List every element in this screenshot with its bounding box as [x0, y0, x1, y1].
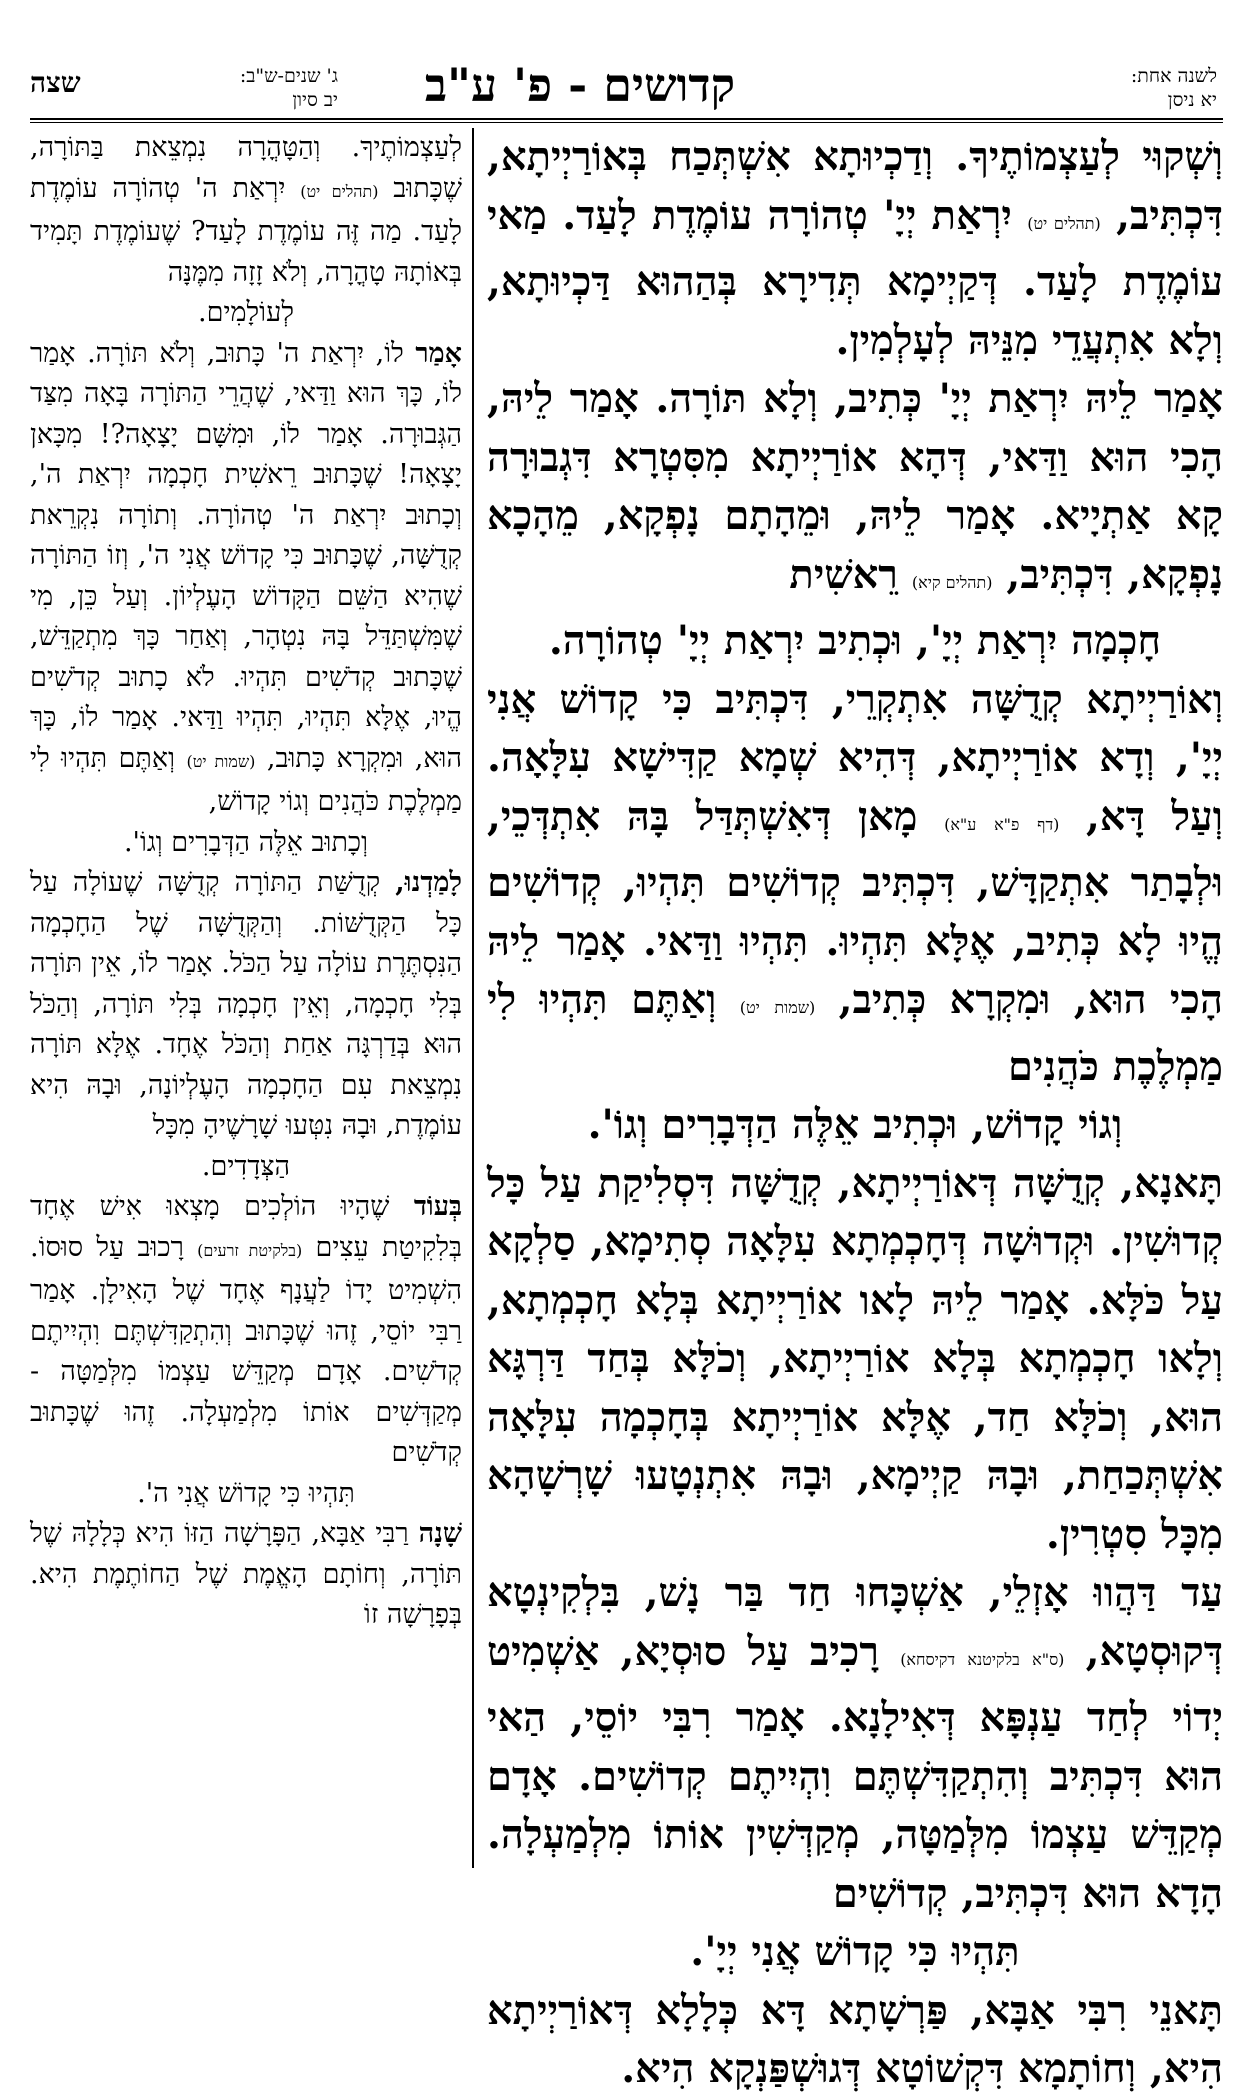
- main-paragraph-6: תָּאנֵי רִבִּי אַבָּא, פַּרְשָׁתָא דָּא כְּלָלָא דְּאוֹרַיְיתָא הִיא, וְחוֹתָמָא דִּקְשׁוֹטָא דְּגוּשְׁפַּנְקָא הִיא.: [487, 1986, 1223, 2092]
- source-reference: (תהלים יט): [300, 181, 379, 201]
- main-paragraph-2-end: חָכְמָה יִרְאַת יְיָ', וּכְתִיב יִרְאַת יְיָ' טְהוֹרָה.: [548, 617, 1162, 664]
- schedule-three-year-date: יב סיון: [292, 89, 338, 111]
- translation-column: [30, 128, 462, 1868]
- source-reference: (שמות יט): [186, 751, 256, 771]
- lead-word: אָמַר: [415, 337, 462, 369]
- column-divider: [472, 128, 474, 1868]
- source-reference: (תהלים קיא): [911, 572, 993, 592]
- side-paragraph-4-end: תִּהְיוּ כִּי קָדוֹשׁ אֲנִי ה'.: [137, 1477, 355, 1509]
- main-paragraph-3: [487, 671, 1223, 1097]
- side-paragraph-1-end: לְעוֹלָמִים.: [198, 297, 294, 328]
- source-reference: (ס"א בלקיטנא דקיסחא): [900, 1649, 1065, 1669]
- source-reference: (שמות יט): [739, 998, 816, 1017]
- page-number: שצה: [30, 66, 81, 99]
- main-paragraph-2: [487, 370, 1223, 612]
- side-text: שֶׁהָיוּ הוֹלְכִים מָצְאוּ אִישׁ אֶחָד בְּלִקִיטַת עֵצִים: [30, 1191, 462, 1263]
- main-text: וְאַתֶּם תִּהְיוּ לִי מַמְלֶכֶת כֹּהֲנִים: [487, 976, 1223, 1090]
- side-text: לוֹ, יִרְאַת ה' כָּתוּב, וְלֹא תּוֹרָה. אָמַר לוֹ, כָּךְ הוּא וַדַּאי, שֶׁהֲרֵי הַתּוֹרָה בָּאָה מִצַּד הַגְּבוּרָה. אָמַר לוֹ, וּמִשָּׁם יָצָאָה?! מִכָּאן יָצָאָה! שֶׁכָּתוּב רֵאשִׁית חָכְמָה יִרְאַת ה', וְכָתוּב יִרְאַת ה' טְהוֹרָה. וְתוֹרָה נִקְרֵאת קְדֻשָּׁה, שֶׁכָּתוּב כִּי קָדוֹשׁ אֲנִי ה', וְזוֹ הַתּוֹרָה שֶׁהִיא הַשֵּׁם הַקָּדוֹשׁ הָעֶלְיוֹן. וְעַל כֵּן, מִי שֶׁמִּשְׁתַּדֵּל בָּהּ נִטְהָר, וְאַחַר כָּךְ מִתְקַדֵּשׁ, שֶׁכָּתוּב קְדֹשִׁים תִּהְיוּ. לֹא כָתוּב קְדֹשִׁים הֱיוּ, אֶלָּא תִּהְיוּ, תִּהְיוּ וַדַּאי. אָמַר לוֹ, כָּךְ הוּא, וּמִקְרָא כָּתוּב,: [30, 337, 462, 774]
- lead-word: בְּעוֹד: [413, 1191, 462, 1222]
- main-text: אָמַר לֵיהּ יִרְאַת יְיָ' כְּתִיב, וְלָא תּוֹרָה. אָמַר לֵיהּ, הָכִי הוּא וַדַּאי, דְּהָא אוֹרַיְיתָא מִסִּטְרָא דִּגְבוּרָה קָא אַתְיָיא. אָמַר לֵיהּ, וּמֵהָתָם נָפְקָא, מֵהָכָא נָפְקָא, דִּכְתִּיב,: [487, 375, 1223, 598]
- side-paragraph-3: [30, 863, 462, 1147]
- main-text: רָכִיב עַל סוּסְיָא, אַשְׁמִיט יְדוֹי לְחַד עַנְפָּא דְּאִילָנָא. אָמַר רִבִּי יוֹסֵי, הַאי הוּא דִּכְתִּיב וְהִתְקַדִּשְׁתֶּם וִהְיִיתֶם קְדוֹשִׁים. אָדָם מְקַדֵּשׁ עַצְמוֹ מִלְּמַטָּה, מְקַדְּשִׁין אוֹתוֹ מִלְמַעְלָה. הָדָא הוּא דִּכְתִּיב, קְדוֹשִׁים: [487, 1627, 1223, 1917]
- main-paragraph-5: [487, 1564, 1223, 1923]
- schedule-one-year-label: לשנה אחת:: [1130, 65, 1217, 87]
- source-reference: (תהלים יט): [1027, 213, 1101, 233]
- main-paragraph-5-end: תִּהְיוּ כִּי קָדוֹשׁ אֲנִי יְיָ'.: [690, 1928, 1020, 1975]
- main-text: עַד דַּהֲווּ אָזְלֵי, אַשְׁכָּחוּ חַד בַּר נָשׁ, בִּלְקִינְטָא דְּקוּסְטָא,: [487, 1569, 1224, 1675]
- lead-word: שָׁנָה: [418, 1518, 462, 1549]
- main-text: רֵאשִׁית: [789, 550, 898, 598]
- schedule-one-year: [1017, 64, 1217, 124]
- side-text: רָכוּב עַל סוּסוֹ. הִשְׁמִיט יָדוֹ לַעֲנָף אֶחָד שֶׁל הָאִילָן. אָמַר רַבִּי יוֹסֵי, זֶהוּ שֶׁכָּתוּב וְהִתְקַדִּשְׁתֶּם וִהְיִיתֶם קְדֹשִׁים. אָדָם מְקַדֵּשׁ עַצְמוֹ מִלְּמַטָּה - מְקַדְּשִׁים אוֹתוֹ מִלְמַעְלָה. זֶהוּ שֶׁכָּתוּב קְדֹשִׁים: [30, 1231, 462, 1468]
- main-paragraph-4: תָּאנָא, קְדֻשָּׁה דְּאוֹרַיְיתָא, קְדֻשָּׁה דִּסְלִיקַת עַל כָּל קְדוּשִׁין. וּקְדוּשָׁה דְּחָכְמְתָא עִלָּאָה סְתִימָא, סַלְקָא עַל כֹּלָּא. אָמַר לֵיהּ לָאו אוֹרַיְיתָא בְּלָא חָכְמְתָא, וְלָאו חָכְמְתָא בְּלָא אוֹרַיְיתָא, וְכֹלָּא בְּחַד דַּרְגָּא הוּא, וְכֹלָּא חַד, אֶלָּא אוֹרַיְיתָא בְּחָכְמָה עִלָּאָה אִשְׁתְּכַחַת, וּבָהּ קַיְימָא, וּבָהּ אִתְנְטָעוּ שָׁרְשָׁהָא מִכָּל סִטְרִין.: [487, 1159, 1223, 1558]
- header-rule-thin: [30, 122, 1223, 123]
- side-text: רַבִּי אַבָּא, הַפָּרָשָׁה הַזּוֹ הִיא כְּלָלָהּ שֶׁל תּוֹרָה, וְחוֹתָם הָאֱמֶת שֶׁל הַחוֹתֶמֶת הִיא. בְּפָרָשָׁה זוֹ: [30, 1518, 462, 1630]
- source-reference: (בלקיטת זרעים): [197, 1240, 303, 1260]
- header-rule: [30, 118, 1223, 120]
- main-text-column: [487, 128, 1224, 2092]
- lead-word: לָמַדְנוּ,: [395, 867, 462, 898]
- schedule-one-year-date: יא ניסן: [1167, 89, 1217, 111]
- main-paragraph-1: [487, 128, 1223, 370]
- source-reference: (דף פ"א ע"א): [944, 814, 1060, 834]
- schedule-three-year: [148, 64, 338, 124]
- side-paragraph-1: [30, 128, 462, 293]
- page-title: קדושים - פ' ע"ב: [424, 58, 736, 112]
- side-paragraph-5: [30, 1514, 462, 1636]
- main-text: וְאוֹרַיְיתָא קְדֻשָּׁה אִתְקְרֵי, דִּכְתִּיב כִּי קָדוֹשׁ אֲנִי יְיָ', וְדָא אוֹרַיְיתָא, דְּהִיא שְׁמָא קַדִּישָׁא עִלָּאָה. וְעַל דָּא,: [487, 675, 1223, 840]
- main-paragraph-3-end: וְגוֹי קָדוֹשׁ, וּכְתִיב אֵלֶּה הַדְּבָרִים וְגוֹ'.: [587, 1101, 1123, 1148]
- side-paragraph-2-end: וְכָתוּב אֵלֶּה הַדְּבָרִים וְגוֹ'.: [123, 826, 369, 858]
- side-text: קְדֻשַּׁת הַתּוֹרָה קְדֻשָּׁה שֶׁעוֹלָה עַל כָּל הַקְּדֻשּׁוֹת. וְהַקְּדֻשָּׁה שֶׁל הַחָכְמָה הַנִּסְתֶּרֶת עוֹלָה עַל הַכֹּל. אָמַר לוֹ, אֵין תּוֹרָה בְּלִי חָכְמָה, וְאֵין חָכְמָה בְּלִי תּוֹרָה, וְהַכֹּל הוּא בְּדַרְגָּה אַחַת וְהַכֹּל אֶחָד. אֶלָּא תּוֹרָה נִמְצֵאת עִם הַחָכְמָה הָעֶלְיוֹנָה, וּבָהּ הִיא עוֹמֶדֶת, וּבָהּ נִטְּעוּ שָׁרָשֶׁיהָ מִכָּל: [30, 867, 462, 1141]
- side-paragraph-3-end: הַצְּדָדִים.: [201, 1150, 291, 1182]
- main-text: וְשְׁקוּי לְעַצְמוֹתֶיךָ. וְדַכְיוּתָא אִשְׁתְּכַח בְּאוֹרַיְיתָא, דִּכְתִּיב,: [487, 133, 1223, 239]
- side-paragraph-4: [30, 1187, 462, 1474]
- side-text: וְאַתֶּם תִּהְיוּ לִי מַמְלֶכֶת כֹּהֲנִים וְגוֹי קָדוֹשׁ,: [30, 742, 462, 817]
- main-text: מָאן דְּאִשְׁתְּדַּל בָּהּ אִתְדְּכֵי, וּלְבָתַר אִתְקַדָּשׁ, דִּכְתִּיב קְדוֹשִׁים תִּהְיוּ, קְדוֹשִׁים הֱיוּ לָא כְּתִיב, אֶלָּא תִּהְיוּ. תִּהְיוּ וַדַּאי. אָמַר לֵיהּ הָכִי הוּא, וּמִקְרָא כְּתִיב,: [487, 792, 1223, 1023]
- side-text: יִרְאַת ה' טְהוֹרָה עוֹמֶדֶת לָעַד. מַה זֶּה עוֹמֶדֶת לָעַד? שֶׁעוֹמֶדֶת תָּמִיד בְּאוֹתָהּ טָהֳרָה, וְלֹא זָזָה מִמֶּנָּה: [30, 172, 462, 288]
- side-text: לְעַצְמוֹתֶיךָ. וְהַטָּהֳרָה נִמְצֵאת בַּתּוֹרָה, שֶׁכָּתוּב: [30, 132, 462, 204]
- main-text: יִרְאַת יְיָ' טְהוֹרָה עוֹמֶדֶת לָעַד. מַאי עוֹמֶדֶת לָעַד. דְּקַיְימָא תְּדִירָא בְּהַהוּא דַּכְיוּתָא, וְלָא אִתְעֲדֵי מִנֵּיהּ לְעָלְמִין.: [487, 191, 1223, 364]
- side-paragraph-2: [30, 334, 462, 823]
- schedule-three-year-label: ג' שנים-ש"ב:: [239, 65, 338, 87]
